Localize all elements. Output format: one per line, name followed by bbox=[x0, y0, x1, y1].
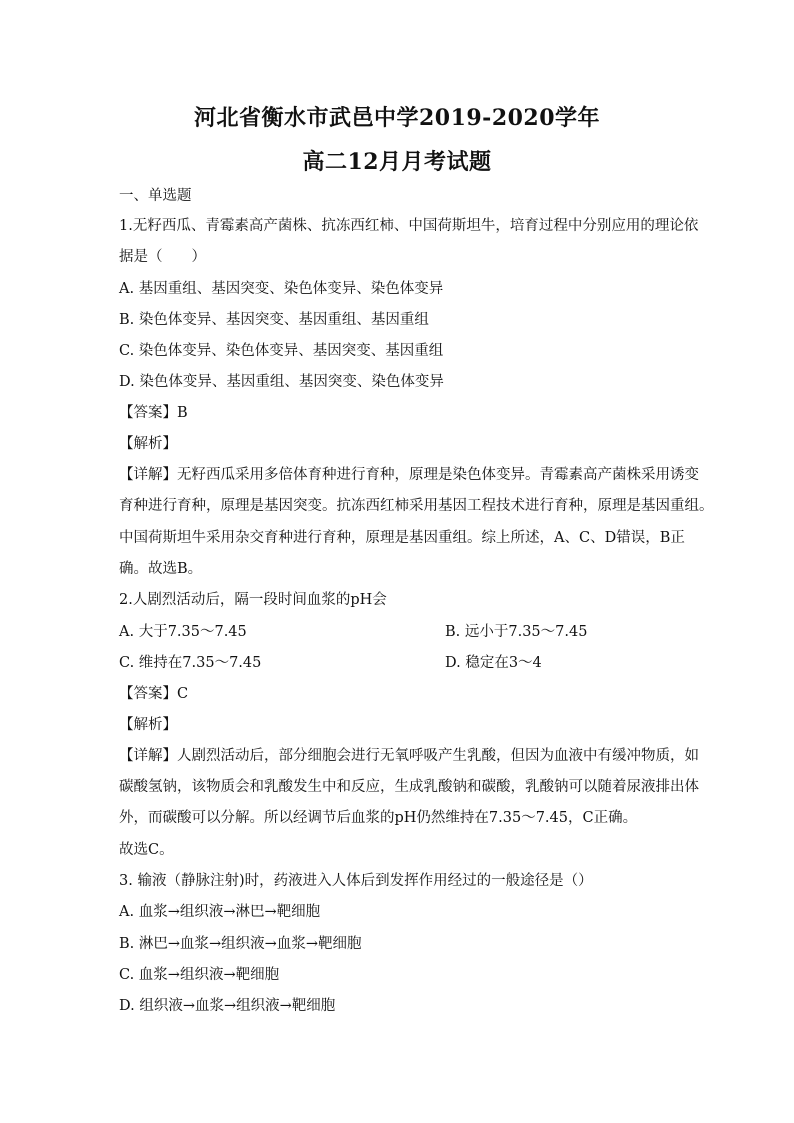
q1-option-b: B. 染色体变异、基因突变、基因重组、基因重组 bbox=[119, 312, 429, 328]
q2-detail-line4: 故选C。 bbox=[119, 842, 174, 858]
q1-option-d: D. 染色体变异、基因重组、基因突变、染色体变异 bbox=[119, 374, 444, 390]
q2-detail-line3: 外，而碳酸可以分解。所以经调节后血浆的pH仍然维持在7.35～7.45，C正确。 bbox=[119, 810, 638, 826]
q2-detail-line2: 碳酸氢钠，该物质会和乳酸发生中和反应，生成乳酸钠和碳酸，乳酸钠可以随着尿液排出体 bbox=[119, 779, 699, 795]
q2-analysis-label: 【解析】 bbox=[119, 717, 177, 733]
section-heading: 一、单选题 bbox=[119, 188, 192, 204]
q3-option-a: A. 血浆→组织液→淋巴→靶细胞 bbox=[119, 904, 321, 920]
q1-detail-line1: 【详解】无籽西瓜采用多倍体育种进行育种，原理是染色体变异。青霉素高产菌株采用诱变 bbox=[119, 467, 699, 483]
q1-detail-line2: 育种进行育种，原理是基因突变。抗冻西红柿采用基因工程技术进行育种，原理是基因重组。 bbox=[119, 498, 714, 514]
q2-detail-line1: 【详解】人剧烈活动后，部分细胞会进行无氧呼吸产生乳酸，但因为血液中有缓冲物质，如 bbox=[119, 748, 699, 764]
q1-option-a: A. 基因重组、基因突变、染色体变异、染色体变异 bbox=[119, 281, 444, 297]
q1-stem-line1: 1.无籽西瓜、青霉素高产菌株、抗冻西红柿、中国荷斯坦牛，培育过程中分别应用的理论依 bbox=[119, 218, 699, 234]
q1-stem-line2: 据是（ ） bbox=[119, 249, 206, 265]
q3-option-b: B. 淋巴→血浆→组织液→血浆→靶细胞 bbox=[119, 936, 362, 952]
q1-detail-line3: 中国荷斯坦牛采用杂交育种进行育种，原理是基因重组。综上所述，A、C、D错误，B正 bbox=[119, 530, 685, 546]
q3-stem: 3. 输液（静脉注射)时，药液进入人体后到发挥作用经过的一般途径是（） bbox=[119, 873, 593, 889]
document-title-line2: 高二12月月考试题 bbox=[302, 149, 492, 175]
q1-answer: 【答案】B bbox=[119, 405, 188, 421]
q2-option-d: D. 稳定在3～4 bbox=[445, 655, 542, 671]
q3-option-d: D. 组织液→血浆→组织液→靶细胞 bbox=[119, 998, 336, 1014]
q2-option-b: B. 远小于7.35～7.45 bbox=[445, 624, 588, 640]
q1-option-c: C. 染色体变异、染色体变异、基因突变、基因重组 bbox=[119, 343, 444, 359]
q2-stem: 2.人剧烈活动后，隔一段时间血浆的pH会 bbox=[119, 592, 387, 608]
document-title-line1: 河北省衡水市武邑中学2019-2020学年 bbox=[193, 105, 601, 131]
q2-option-c: C. 维持在7.35～7.45 bbox=[119, 655, 262, 671]
q3-option-c: C. 血浆→组织液→靶细胞 bbox=[119, 967, 280, 983]
q2-option-a: A. 大于7.35～7.45 bbox=[119, 624, 247, 640]
q2-answer: 【答案】C bbox=[119, 686, 189, 702]
q1-analysis-label: 【解析】 bbox=[119, 436, 177, 452]
q1-detail-line4: 确。故选B。 bbox=[119, 561, 203, 577]
